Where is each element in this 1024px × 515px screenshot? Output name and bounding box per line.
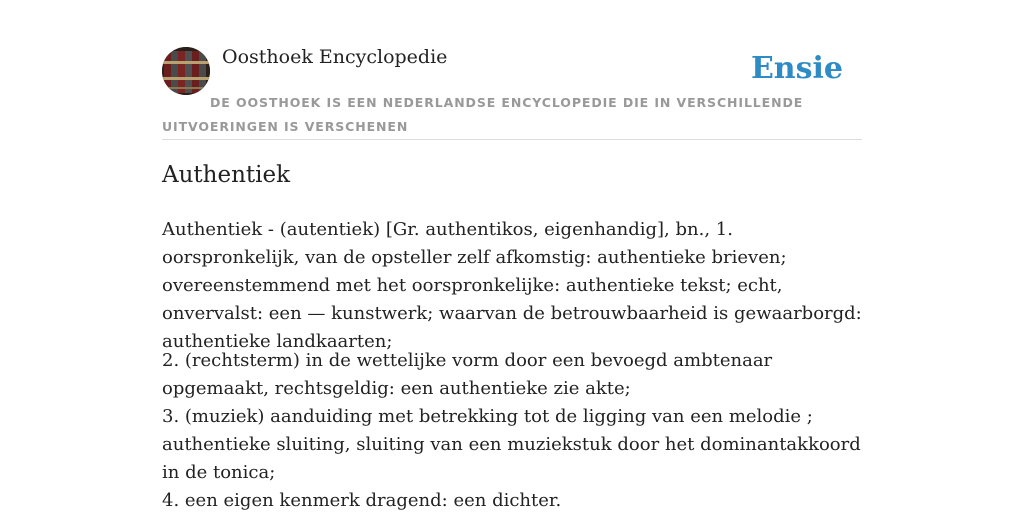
page (162, 0, 862, 512)
article-paragraph: Authentiek - (autentiek) [Gr. authentikos, eigenhandig], bn., 1. oorspronkelijk, van de opsteller zelf afkomstig: authentieke brieven; overeenstemmend met het oorspronkelijke: authentieke tekst; echt, onvervalst: een — kunstwerk; waarvan de betrouwbaarheid is gewaarborgd: authentieke landkaarten; (162, 219, 862, 352)
site-tagline: DE OOSTHOEK IS EEN NEDERLANDSE ENCYCLOPEDIE DIE IN VERSCHILLENDE UITVOERINGEN IS VERSCHENEN (162, 95, 804, 134)
article-definitions (162, 347, 862, 515)
article-title: Authentiek (162, 162, 291, 188)
encyclopedia-books-icon[interactable] (162, 47, 210, 95)
ensie-logo-link[interactable]: Ensie (750, 51, 843, 86)
definition-item: 4. een eigen kenmerk dragend: een dichter. (162, 490, 562, 511)
site-title[interactable]: Oosthoek Encyclopedie (222, 46, 448, 68)
definition-item: 3. (muziek) aanduiding met betrekking tot de ligging van een melodie ; authentieke sluiting, sluiting van een muziekstuk door het dominantakkoord in de tonica; (162, 406, 861, 483)
site-header (162, 0, 862, 140)
definition-item: 2. (rechtsterm) in de wettelijke vorm door een bevoegd ambtenaar opgemaakt, rechtsgeldig: een authentieke zie akte; (162, 350, 773, 399)
